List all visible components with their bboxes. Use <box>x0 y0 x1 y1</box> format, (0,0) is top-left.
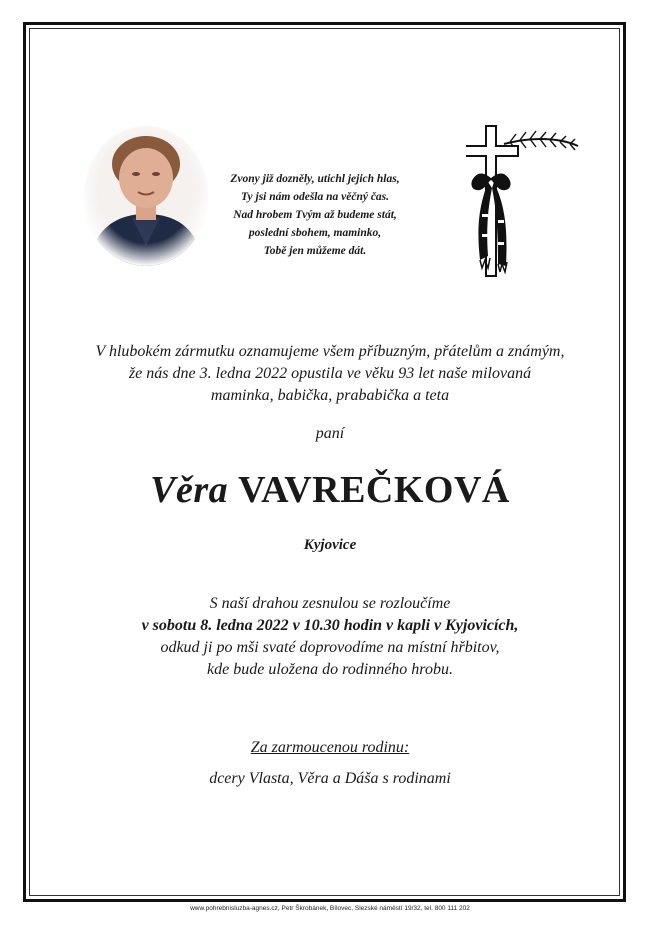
announcement-line: maminka, babička, prababička a teta <box>210 387 450 404</box>
family-heading: Za zarmoucenou rodinu: <box>250 739 410 756</box>
portrait-photo <box>84 126 208 266</box>
deceased-name <box>40 468 620 512</box>
announcement-line: V hlubokém zármutku oznamujeme všem příbuzným, přátelům a známým, <box>95 343 565 360</box>
poem-line: Zvony již dozněly, utichl jejich hlas, <box>230 173 400 185</box>
poem-line: Ty jsi nám odešla na věčný čas. <box>240 191 390 203</box>
deceased-surname: VAVREČKOVÁ <box>238 469 510 511</box>
announcement-line: že nás dne 3. ledna 2022 opustila ve věku 93 let naše milovaná <box>128 365 532 382</box>
deceased-place: Kyjovice <box>303 537 357 553</box>
cross-with-palm-icon <box>466 124 580 280</box>
funeral-date-line: v sobotu 8. ledna 2022 v 10.30 hodin v kapli v Kyjovicích, <box>141 617 519 634</box>
poem-line: poslední sbohem, maminko, <box>248 227 382 239</box>
farewell-text <box>40 593 620 681</box>
footer-contact: www.pohrebnisluzba-agnes.cz, Petr Škrobánek, Bílovec, Slezské náměstí 19/32, tel. 800 111 202 <box>190 905 470 912</box>
farewell-line: S naší drahou zesnulou se rozloučíme <box>209 595 451 612</box>
poem <box>200 170 430 260</box>
farewell-line: kde bude uložena do rodinného hrobu. <box>207 661 453 678</box>
poem-line: Tobě jen můžeme dát. <box>263 245 367 257</box>
deceased-first-name: Věra <box>150 469 229 511</box>
poem-line: Nad hrobem Tvým až budeme stát, <box>233 209 397 221</box>
portrait-illustration <box>84 126 208 266</box>
farewell-line: odkud ji po mši svaté doprovodíme na místní hřbitov, <box>160 639 500 656</box>
title-prefix: paní <box>315 425 345 442</box>
family-members: dcery Vlasta, Věra a Dáša s rodinami <box>209 770 451 787</box>
announcement-text <box>40 341 620 407</box>
